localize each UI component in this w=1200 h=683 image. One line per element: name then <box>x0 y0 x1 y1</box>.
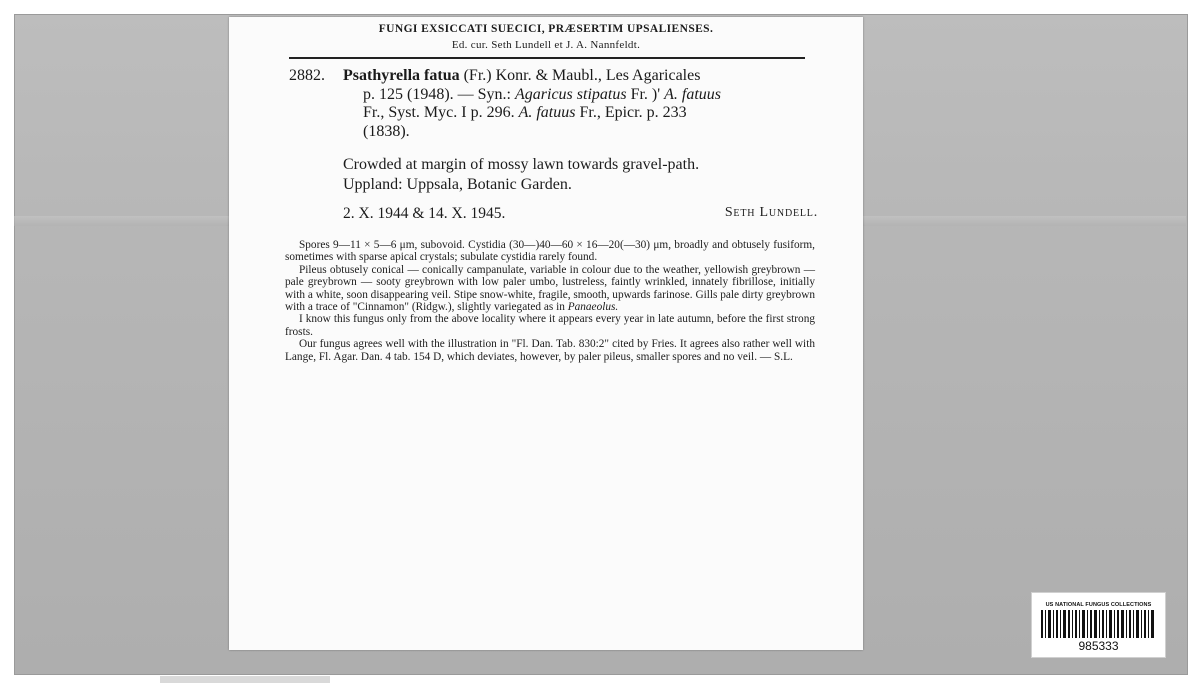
synonym-1-author: Fr. )' <box>630 85 661 103</box>
habitat-block <box>343 155 823 195</box>
taxon-entry <box>289 67 819 141</box>
synonym-1: Agaricus stipatus <box>515 85 627 103</box>
genus-panaeolus: Panaeolus. <box>567 301 619 314</box>
barcode-number: 985333 <box>1078 639 1119 653</box>
locality-text: Uppland: Uppsala, Botanic Garden. <box>343 176 572 193</box>
description-notes <box>285 239 815 363</box>
barcode-label <box>1031 592 1166 658</box>
habitat-text: Crowded at margin of mossy lawn towards gravel-path. <box>343 156 700 173</box>
barcode-institution: US NATIONAL FUNGUS COLLECTIONS <box>1045 602 1152 608</box>
citation-line-2: p. 125 (1948). — Syn.: <box>363 85 511 103</box>
collector-name: Seth Lundell. <box>724 205 818 220</box>
notes-paragraph-spores: Spores 9—11 × 5—6 μm, subovoid. Cystidia (30—)40—60 × 16—20(—30) μm, broadly and obtusely fusiform, sometimes with sparse apical crystals; subulate cystidia rarely found. <box>285 239 815 264</box>
header-divider <box>289 57 805 59</box>
label-series-title: FUNGI EXSICCATI SUECICI, PRÆSERTIM UPSALIENSES. <box>378 23 714 35</box>
synonym-3: A. fatuus <box>518 104 576 121</box>
collection-dates: 2. X. 1944 & 14. X. 1945. <box>343 205 506 222</box>
taxon-name: Psathyrella fatua <box>343 67 460 84</box>
notes-paragraph-locality: I know this fungus only from the above locality where it appears every year in late autumn, before the first strong frosts. <box>285 313 815 338</box>
taxon-authority: (Fr.) Konr. & Maubl., Les Agaricales <box>463 67 701 84</box>
label-editors: Ed. cur. Seth Lundell et J. A. Nannfeldt. <box>451 39 641 51</box>
citation-line-3: Fr., Syst. Myc. I p. 296. <box>363 104 515 121</box>
exsiccata-number: 2882. <box>289 67 325 84</box>
citation-line-3-end: Fr., Epicr. p. 233 <box>579 104 687 121</box>
citation-year: (1838). <box>363 122 410 140</box>
notes-paragraph-pileus: Pileus obtusely conical — conically campanulate, variable in colour due to the weather, yellowish greybrown — pale greybrown — sooty greybrown with low paler umbo, lustreless, faintly wrinkled, innately fibrillose, initially with a white, soon disappearing veil. Stipe snow-white, fragile, smooth, upwards farinose. Gills pale dirty greybrown with a trace of "Cinnamon" (Ridgw.), slightly variegated as in Panaeolus. <box>285 263 815 314</box>
exsiccata-label <box>229 17 863 650</box>
notes-paragraph-comparison: Our fungus agrees well with the illustration in "Fl. Dan. Tab. 830:2" cited by Fries. It agrees also rather well with Lange, Fl. Agar. Dan. 4 tab. 154 D, which deviates, however, by paler pileus, smaller spores and no veil. — S.L. <box>285 338 815 363</box>
synonym-2: A. fatuus <box>664 85 722 103</box>
bottom-edge-strip <box>160 676 330 683</box>
barcode-icon <box>1041 610 1156 638</box>
